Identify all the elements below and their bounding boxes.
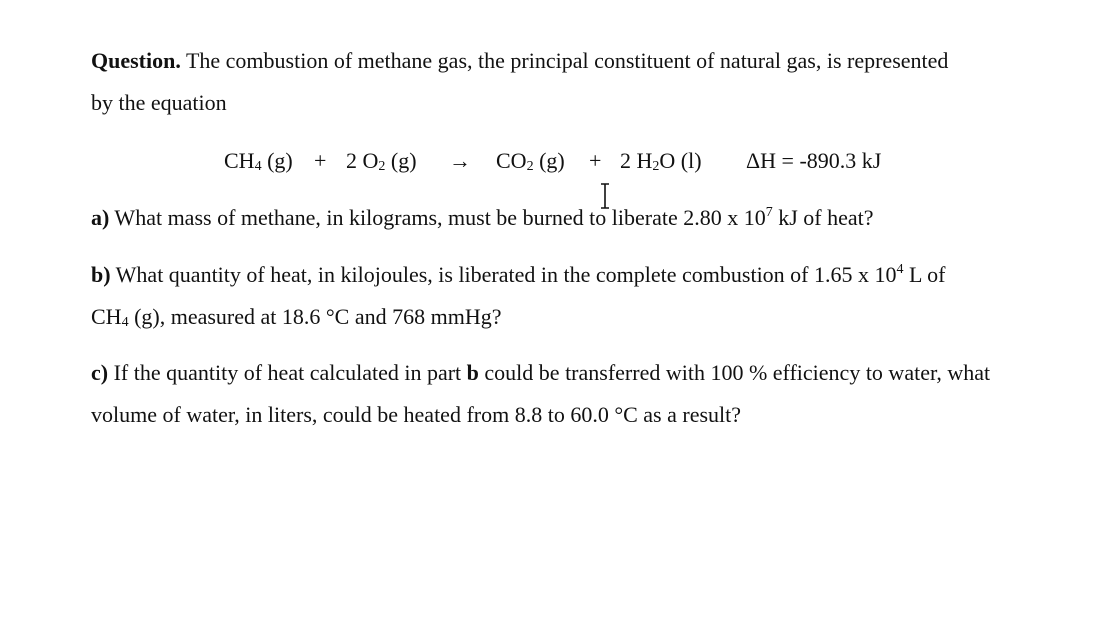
part-b-label: b) [91,262,111,287]
part-a-text-after: kJ of heat? [772,205,874,230]
question-label: Question. [91,48,181,73]
part-b-text-before: What quantity of heat, in kilojoules, is liberated in the complete combustion of 1.65 x 10 [110,262,897,287]
part-a-text-before: What mass of methane, in kilograms, must be burned to liberate 2.80 x 10 [109,205,766,230]
part-b-text-after: (g), measured at 18.6 °C and 768 mmHg? [128,304,502,329]
part-a-label: a) [91,205,110,230]
part-c-paragraph [91,352,1041,436]
part-a-exponent: 7 [765,205,773,220]
part-b-text-middle: L of [903,262,946,287]
part-c-label: c) [91,360,109,385]
part-b-formula-sub: 4 [121,315,129,330]
plus-sign-2: + [589,148,602,173]
product-water: 2 $H_2O$ (l) [620,148,702,174]
part-c-part-ref: b [466,360,479,385]
chemical-equation [0,140,1115,182]
part-a-paragraph [91,197,1041,239]
part-b-formula: CH [91,304,122,329]
reactant-oxygen: 2 $O_2$ (g) [346,148,417,174]
question-text-line1: The combustion of methane gas, the principal constituent of natural gas, is represented [180,48,949,73]
reactant-methane: $CH_4$ (g) [224,148,293,174]
part-c-text-after: could be transferred with 100 % efficiency to water, what volume of water, in liters, could be heated from 8.8 to 60.0 °C as a result? [91,360,991,427]
enthalpy-change: ΔH = -890.3 kJ [746,148,882,173]
part-b-exponent: 4 [896,262,904,277]
part-c-text-before: If the quantity of heat calculated in part [108,360,467,385]
product-carbon-dioxide: $CO_2$ (g) [496,148,565,174]
part-b-paragraph [91,254,1041,338]
question-paragraph [91,40,1041,124]
plus-sign-1: + [314,148,327,173]
reaction-arrow: → [449,148,471,173]
question-text-line2: by the equation [91,90,227,115]
